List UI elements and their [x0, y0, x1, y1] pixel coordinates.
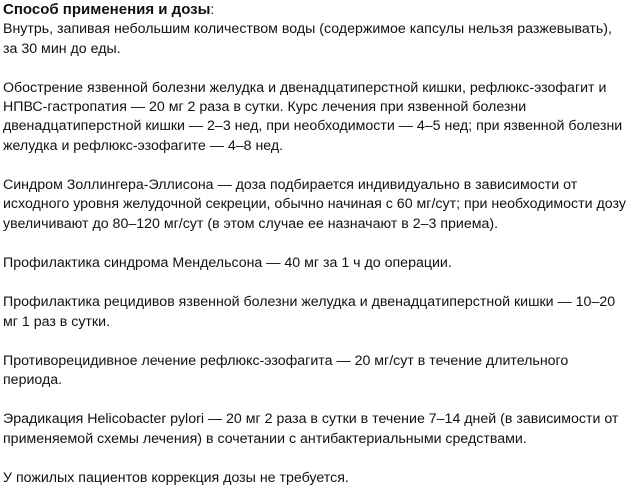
- section-title: Способ применения и дозы: [3, 1, 211, 18]
- paragraph-intake: Внутрь, запивая небольшим количеством воды (содержимое капсулы нельзя разжевывать), за 30 мин до еды.: [3, 21, 612, 57]
- paragraph-zollinger-ellison: Синдром Золлингера-Эллисона — доза подбирается индивидуально в зависимости от исходного уровня желудочной секреции, обычно начиная с 60 мг/сут; при необходимости дозу увеличивают до 80–120 мг/сут (в этом случае ее назначают в 2–3 приема).: [3, 177, 626, 232]
- paragraph-helicobacter-eradication: Эрадикация Helicobacter pylori — 20 мг 2 раза в сутки в течение 7–14 дней (в зависимости от применяемой схемы лечения) в сочетании с антибактериальными средствами.: [3, 411, 619, 447]
- paragraph-antirelapse-treatment: Противорецидивное лечение рефлюкс-эзофагита — 20 мг/сут в течение длительного периода.: [3, 352, 569, 389]
- section-title-colon: :: [210, 2, 215, 18]
- paragraph-relapse-prophylaxis: Профилактика рецидивов язвенной болезни желудка и двенадцатиперстной кишки — 10–20 мг 1 раз в сутки.: [3, 294, 616, 330]
- paragraph-mendelson-prophylaxis: Профилактика синдрома Мендельсона — 40 мг за 1 ч до операции.: [3, 254, 452, 271]
- paragraph-ulcer-exacerbation: Обострение язвенной болезни желудка и двенадцатиперстной кишки, рефлюкс-эзофагит и НПВС-гастропатия — 20 мг 2 раза в сутки. Курс лечения при язвенной болезни двенадцатиперстной кишки — 2–3 нед, при необходимости — 4–5 нед; при язвенной болезни желудка и рефлюкс-эзофагите — 4–8 нед.: [3, 79, 623, 154]
- dosage-document: [3, 0, 631, 488]
- paragraph-elderly-patients: У пожилых пациентов коррекция дозы не требуется.: [3, 470, 349, 487]
- section-heading: [3, 0, 631, 20]
